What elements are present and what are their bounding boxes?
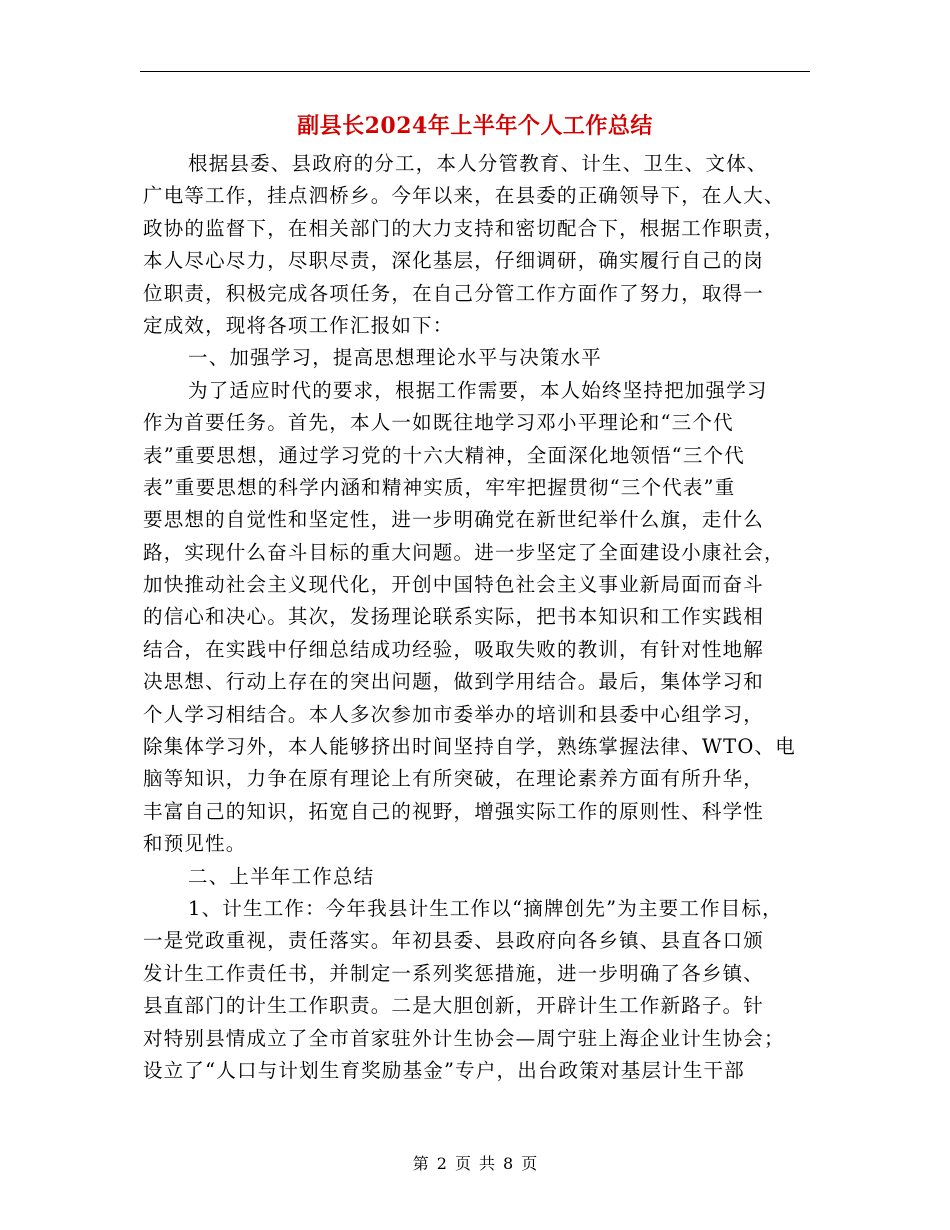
body-line: 一、加强学习，提高思想理论水平与决策水平 (188, 346, 603, 370)
body-line: 根据县委、县政府的分工，本人分管教育、计生、卫生、文体、 (188, 152, 768, 175)
body-line: 作为首要任务。首先，本人一如既往地学习邓小平理论和“三个代 (143, 411, 734, 435)
footer-current-page: 2 (436, 1154, 447, 1173)
body-line: 二、上半年工作总结 (188, 864, 375, 888)
body-line: 个人学习相结合。本人多次参加市委举办的培训和县委中心组学习， (143, 702, 765, 726)
body-line: 路，实现什么奋斗目标的重大问题。进一步坚定了全面建设小康社会， (143, 540, 785, 564)
header-rule (140, 71, 810, 72)
body-line: 结合，在实践中仔细总结成功经验，吸取失败的教训，有针对性地解 (143, 637, 765, 661)
body-line: 发计生工作责任书，并制定一系列奖惩措施，进一步明确了各乡镇、 (143, 961, 765, 985)
body-line: 1、计生工作：今年我县计生工作以“摘牌创先”为主要工作目标， (188, 896, 783, 920)
body-line: 县直部门的计生工作职责。二是大胆创新，开辟计生工作新路子。针 (143, 994, 765, 1018)
body-line: 丰富自己的知识，拓宽自己的视野，增强实际工作的原则性、科学性 (143, 799, 765, 823)
body-line: 表”重要思想，通过学习党的十六大精神，全面深化地领悟“三个代 (143, 443, 745, 467)
footer-total-pages: 8 (503, 1154, 514, 1173)
body-line: 决思想、行动上存在的突出问题，做到学用结合。最后，集体学习和 (143, 670, 765, 694)
footer-mid1: 页 (454, 1154, 471, 1173)
body-line: 为了适应时代的要求，根据工作需要，本人始终坚持把加强学习 (188, 378, 768, 402)
page-footer (0, 1152, 950, 1176)
body-line: 加快推动社会主义现代化，开创中国特色社会主义事业新局面而奋斗 (143, 573, 765, 597)
body-line: 和预见性。 (143, 832, 247, 856)
document-title: 副县长2024年上半年个人工作总结 (297, 113, 653, 139)
body-line: 要思想的自觉性和坚定性，进一步明确党在新世纪举什么旗，走什么 (143, 508, 765, 532)
body-line: 的信心和决心。其次，发扬理论联系实际，把书本知识和工作实践相 (143, 605, 765, 629)
footer-mid2: 共 (479, 1154, 496, 1173)
body-line: 位职责，积极完成各项任务，在自己分管工作方面作了努力，取得一 (143, 281, 765, 305)
body-line: 定成效，现将各项工作汇报如下： (143, 313, 454, 337)
body-line: 对特别县情成立了全市首家驻外计生协会—周宁驻上海企业计生协会； (143, 1026, 785, 1050)
body-line: 本人尽心尽力，尽职尽责，深化基层，仔细调研，确实履行自己的岗 (143, 249, 765, 273)
footer-suffix: 页 (521, 1154, 538, 1173)
body-line: 除集体学习外，本人能够挤出时间坚持自学，熟练掌握法律、WTO、电 (143, 735, 796, 759)
body-line: 广电等工作，挂点泗桥乡。今年以来，在县委的正确领导下，在人大、 (143, 184, 785, 208)
footer-prefix: 第 (412, 1154, 429, 1173)
document-body (143, 148, 813, 1087)
body-line: 一是党政重视，责任落实。年初县委、县政府向各乡镇、县直各口颁 (143, 929, 765, 953)
body-line: 政协的监督下，在相关部门的大力支持和密切配合下，根据工作职责， (143, 216, 785, 240)
body-line: 表”重要思想的科学内涵和精神实质，牢牢把握贯彻“三个代表”重 (143, 475, 736, 499)
body-line: 脑等知识，力争在原有理论上有所突破，在理论素养方面有所升华， (143, 767, 765, 791)
body-line: 设立了“人口与计划生育奖励基金”专户，出台政策对基层计生干部 (143, 1058, 745, 1082)
